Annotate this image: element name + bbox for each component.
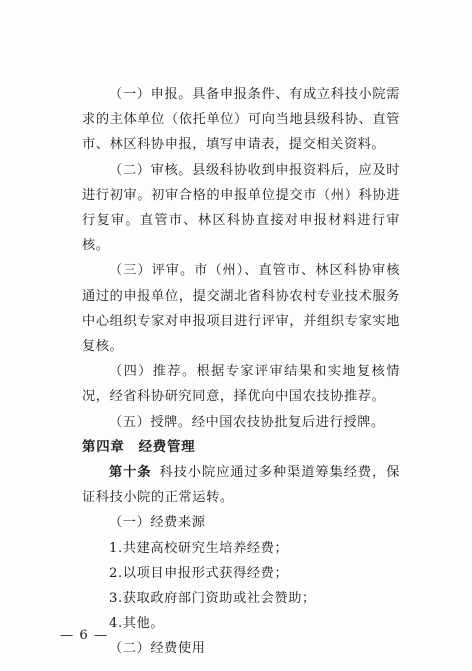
paragraph-apply: （一）申报。具备申报条件、有成立科技小院需求的主体单位（依托单位）可向当地县级科协、直管市、林区科协申报，填写申请表，提交相关资料。 [82, 87, 400, 153]
list-item: 4.其他。 [109, 616, 165, 632]
list-item: 1.共建高校研究生培养经费； [109, 540, 289, 556]
paragraph-recommend: （四）推荐。根据专家评审结果和实地复核情况，经省科协研究同意，择优向中国农技协推荐。 [82, 364, 400, 405]
article-label: 第十条 [109, 465, 152, 481]
subsection-funding-use: （二）经费使用 [109, 641, 206, 657]
funding-source-list [82, 536, 400, 637]
article-text: 科技小院应通过多种渠道筹集经费，保证科技小院的正常运转。 [82, 465, 400, 506]
paragraph-evaluation: （三）评审。市（州）、直管市、林区科协审核通过的申报单位，提交湖北省科协农村专业技术服务中心组织专家对申报项目进行评审，并组织专家实地复核。 [82, 263, 400, 355]
page-number: — 6 — [60, 628, 109, 643]
list-item: 3.获取政府部门资助或社会赞助； [109, 591, 316, 607]
list-item: 2.以项目申报形式获得经费； [109, 565, 289, 581]
document-body [82, 82, 400, 662]
paragraph-award: （五）授牌。经中国农技协批复后进行授牌。 [109, 414, 385, 430]
chapter-number: 第四章 [82, 439, 125, 455]
paragraph-review: （二）审核。县级科协收到申报资料后，应及时进行初审。初审合格的申报单位提交市（州）科协进行复审。直管市、林区科协直接对申报材料进行审核。 [82, 162, 400, 254]
chapter-heading [82, 435, 400, 460]
article-ten [82, 460, 400, 510]
subsection-funding-source: （一）经费来源 [109, 515, 206, 531]
chapter-title: 经费管理 [138, 439, 196, 455]
